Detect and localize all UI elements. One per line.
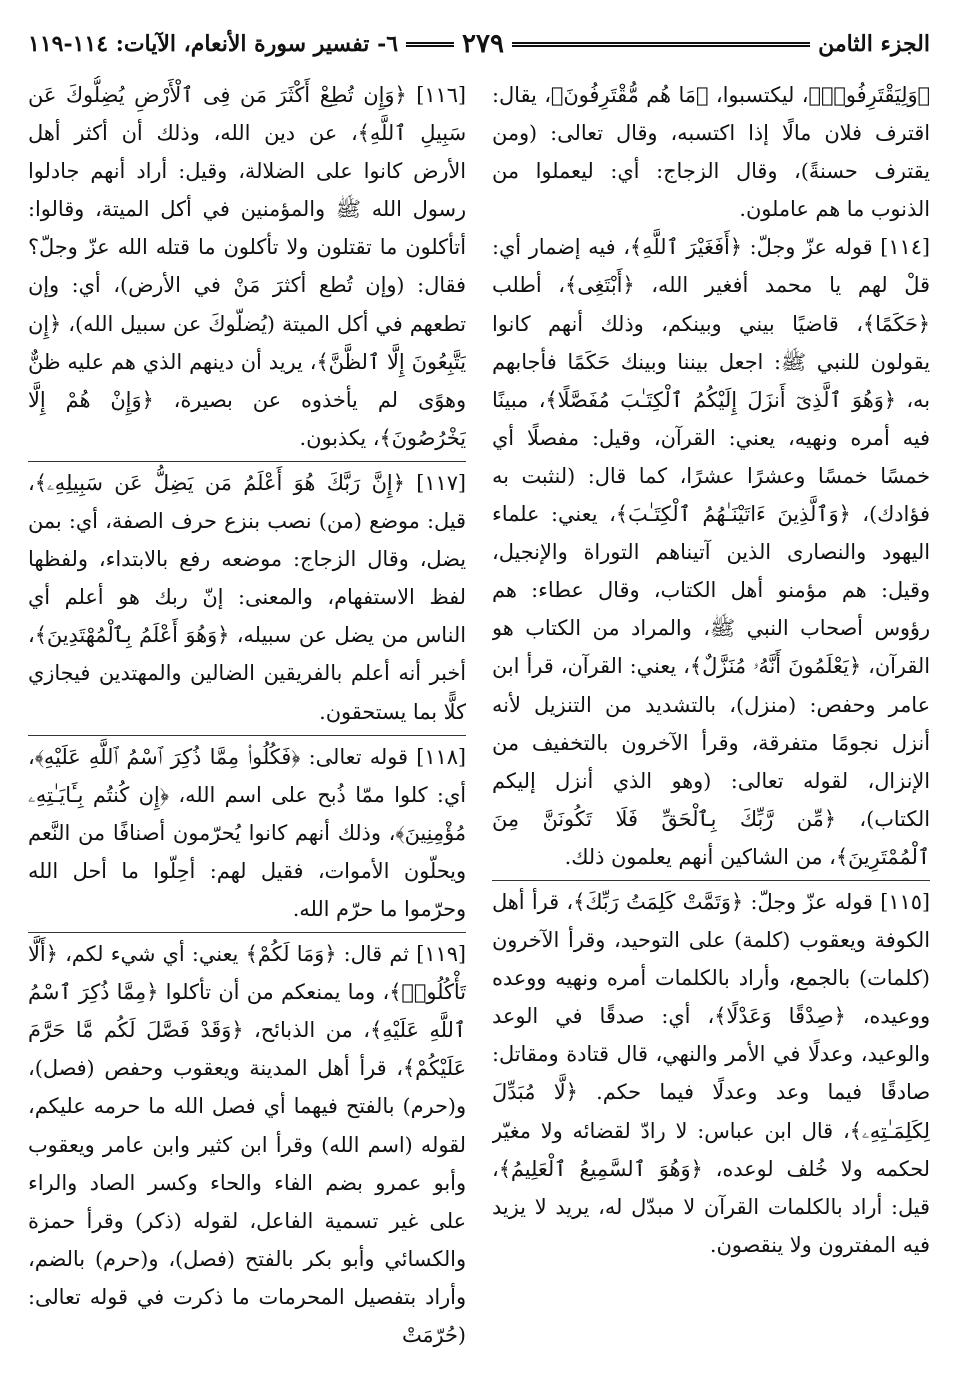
- paragraph-verse-114: [492, 228, 930, 876]
- paragraph-text: [١١٩] ثم قال: ﴿وَمَا لَكُمْ﴾ يعني: أي شيء لكم، ﴿أَلَّا تَأْكُلُوا۟﴾، وما يمنعكم من أن تأكلوا ﴿مِمَّا ذُكِرَ ٱسْمُ ٱللَّهِ عَلَيْهِ﴾، من الذبائح، ﴿وَقَدْ فَصَّلَ لَكُم مَّا حَرَّمَ عَلَيْكُمْ﴾، قرأ أهل المدينة ويعقوب وحفص (فصل)، و(حرم) بالفتح فيهما أي فصل الله ما حرمه عليكم، لقوله (اسم الله) وقرأ ابن كثير وابن عامر ويعقوب وأبو عمرو بضم الفاء والحاء وكسر الصاد والراء على غير تسمية الفاعل، لقوله (ذكر) وقرأ حمزة والكسائي وأبو بكر بالفتح (فصل)، و(حرم) بالضم، وأراد بتفصيل المحرمات ما ذكرت في قوله تعالى: (حُرّمَتْ: [28, 942, 466, 1347]
- paragraph-text: [١١٥] قوله عزّ وجلّ: ﴿وَتَمَّتْ كَلِمَتُ رَبِّكَ﴾، قرأ أهل الكوفة ويعقوب (كلمة) على التوحيد، وقرأ الآخرون (كلمات) بالجمع، وأراد بالكلمات أمره ونهيه ووعده ووعيده، ﴿صِدْقًا وَعَدْلًا﴾، أي: صدقًا في الوعد والوعيد، وعدلًا في الأمر والنهي، قال قتادة ومقاتل: صادقًا فيما وعد وعدلًا فيما حكم. ﴿لَّا مُبَدِّلَ لِكَلِمَـٰتِهِۦ﴾، قال ابن عباس: لا رادّ لقضائه ولا مغيّر لحكمه ولا خُلف لوعده، ﴿وَهُوَ ٱلسَّمِيعُ ٱلْعَلِيمُ﴾، قيل: أراد بالكلمات القرآن لا مبدّل له، يريد لا يزيد فيه المفترون ولا ينقصون.: [492, 889, 930, 1257]
- paragraph-verse-117: [28, 461, 466, 731]
- left-column: [28, 76, 466, 1370]
- paragraph-text: ﴿وَلِيَقْتَرِفُوا۟﴾، ليكتسبوا، ﴿مَا هُم مُّقْتَرِفُونَ﴾، يقال: اقترف فلان مالًا إذا اكتسبه، وقال تعالى: (ومن يقترف حسنةً)، وقال الزجاج: أي: ليعملوا من الذنوب ما هم عاملون.: [492, 83, 930, 222]
- paragraph-text: [١١٤] قوله عزّ وجلّ: ﴿أَفَغَيْرَ ٱللَّهِ﴾، فيه إضمار أي: قلْ لهم يا محمد أفغير الله، ﴿أَبْتَغِى﴾، أطلب ﴿حَكَمًا﴾، قاضيًا بيني وبينكم، وذلك أنهم كانوا يقولون للنبي ﷺ: اجعل بيننا وبينك حَكَمًا فأجابهم به، ﴿وَهُوَ ٱلَّذِىٓ أَنزَلَ إِلَيْكُمُ ٱلْكِتَـٰبَ مُفَصَّلًا﴾، مبينًا فيه أمره ونهيه، يعني: القرآن، وقيل: مفصلًا أي خمسًا خمسًا وعشرًا عشرًا، كما قال: (لنثبت به فؤادك)، ﴿وَٱلَّذِينَ ءَاتَيْنَـٰهُمُ ٱلْكِتَـٰبَ﴾، يعني: علماء اليهود والنصارى الذين آتيناهم التوراة والإنجيل، وقيل: هم مؤمنو أهل الكتاب، وقال عطاء: هم رؤوس أصحاب النبي ﷺ، والمراد من الكتاب هو القرآن، ﴿يَعْلَمُونَ أَنَّهُۥ مُنَزَّلٌ﴾، يعني: القرآن، قرأ ابن عامر وحفص: (منزل)، بالتشديد من التنزيل لأنه أنزل نجومًا متفرقة، وقرأ الآخرون بالتخفيف من الإنزال، لقوله تعالى: (وهو الذي أنزل إليكم الكتاب)، ﴿مِّن رَّبِّكَ بِٱلْحَقِّ فَلَا تَكُونَنَّ مِنَ ٱلْمُمْتَرِينَ﴾، من الشاكين أنهم يعلمون ذلك.: [492, 235, 930, 869]
- surah-range-title: ٦- تفسير سورة الأنعام، الآيات: ١١٤-١١٩: [28, 31, 399, 57]
- text-columns: [28, 76, 930, 1370]
- header-rule-left: [406, 42, 454, 47]
- paragraph-verse-119: [28, 932, 466, 1354]
- paragraph-verse-113-end: [492, 76, 930, 228]
- paragraph-text: [١١٨] قوله تعالى: ﴿فَكُلُوا۟ مِمَّا ذُكِرَ ٱسْمُ ٱللَّهِ عَلَيْهِ﴾، أي: كلوا ممّا ذُبح على اسم الله، ﴿إِن كُنتُم بِـَٔايَـٰتِهِۦ مُؤْمِنِينَ﴾، وذلك أنهم كانوا يُحرّمون أصنافًا من النَّعم ويحلّون الأموات، فقيل لهم: أحِلّوا ما أحل الله وحرّموا ما حرّم الله.: [28, 744, 466, 921]
- paragraph-verse-118: [28, 735, 466, 928]
- paragraph-text: [١١٦] ﴿وَإِن تُطِعْ أَكْثَرَ مَن فِى ٱلْأَرْضِ يُضِلُّوكَ عَن سَبِيلِ ٱللَّهِ﴾، عن دين الله، وذلك أن أكثر أهل الأرض كانوا على الضلالة، وقيل: أراد أنهم جادلوا رسول الله ﷺ والمؤمنين في أكل الميتة، وقالوا: أتأكلون ما تقتلون ولا تأكلون ما قتله الله عزّ وجلّ؟ فقال: (وإن تُطع أكثرَ مَنْ في الأرض)، أي: وإن تطعهم في أكل الميتة (يُضلّوكَ عن سبيل الله)، ﴿إِن يَتَّبِعُونَ إِلَّا ٱلظَّنَّ﴾، يريد أن دينهم الذي هم عليه ظنٌّ وهوًى لم يأخذوه عن بصيرة، ﴿وَإِنْ هُمْ إِلَّا يَخْرُصُونَ﴾، يكذبون.: [28, 83, 466, 450]
- header-rule-right: [512, 42, 810, 47]
- paragraph-verse-116: [28, 76, 466, 457]
- paragraph-text: [١١٧] ﴿إِنَّ رَبَّكَ هُوَ أَعْلَمُ مَن يَضِلُّ عَن سَبِيلِهِۦ﴾، قيل: موضع (من) نصب بنزع حرف الصفة، أي: بمن يضل، وقال الزجاج: موضعه رفع بالابتداء، ولفظها لفظ الاستفهام، والمعنى: إنّ ربك هو أعلم أي الناس من يضل عن سبيله، ﴿وَهُوَ أَعْلَمُ بِٱلْمُهْتَدِينَ﴾، أخبر أنه أعلم بالفريقين الضالين والمهتدين فيجازي كلًّا بما يستحقون.: [28, 470, 466, 724]
- page-number: ٢٧٩: [462, 29, 504, 59]
- page-header: [28, 26, 930, 62]
- paragraph-verse-115: [492, 880, 930, 1264]
- juz-label: الجزء الثامن: [818, 31, 930, 57]
- right-column: [492, 76, 930, 1370]
